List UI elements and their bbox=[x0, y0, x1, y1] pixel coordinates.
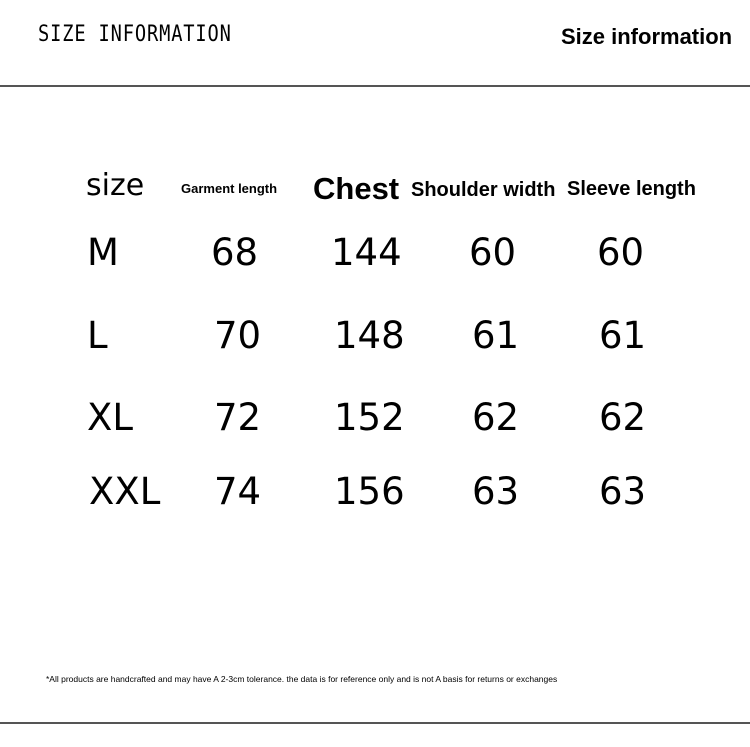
cell-shoulder-width: 61 bbox=[472, 314, 520, 357]
cell-sleeve-length: 60 bbox=[597, 231, 645, 274]
cell-garment-length: 72 bbox=[214, 396, 262, 439]
cell-garment-length: 74 bbox=[214, 470, 262, 513]
bottom-divider bbox=[0, 722, 750, 724]
column-header-size: size bbox=[86, 168, 145, 203]
cell-chest: 152 bbox=[334, 396, 405, 439]
cell-sleeve-length: 63 bbox=[599, 470, 647, 513]
cell-sleeve-length: 62 bbox=[599, 396, 647, 439]
page-subtitle: Size information bbox=[561, 24, 733, 49]
cell-garment-length: 70 bbox=[214, 314, 262, 357]
cell-chest: 144 bbox=[331, 231, 402, 274]
cell-shoulder-width: 63 bbox=[472, 470, 520, 513]
column-header-garment-length: Garment length bbox=[181, 181, 278, 196]
cell-sleeve-length: 61 bbox=[599, 314, 647, 357]
cell-size: M bbox=[87, 231, 119, 274]
column-header-shoulder-width: Shoulder width bbox=[411, 179, 556, 201]
column-header-chest: Chest bbox=[313, 171, 400, 206]
column-header-sleeve-length: Sleeve length bbox=[567, 178, 696, 200]
cell-size: XXL bbox=[89, 470, 161, 513]
top-divider bbox=[0, 85, 750, 87]
cell-size: XL bbox=[87, 396, 133, 439]
cell-size: L bbox=[87, 314, 108, 357]
cell-chest: 156 bbox=[334, 470, 405, 513]
page-title: SIZE INFORMATION bbox=[38, 22, 232, 47]
cell-shoulder-width: 60 bbox=[469, 231, 517, 274]
tolerance-footnote: *All products are handcrafted and may have A 2-3cm tolerance. the data is for reference only and is not A basis for returns or exchanges bbox=[46, 674, 558, 684]
cell-garment-length: 68 bbox=[211, 231, 259, 274]
cell-chest: 148 bbox=[334, 314, 405, 357]
cell-shoulder-width: 62 bbox=[472, 396, 520, 439]
